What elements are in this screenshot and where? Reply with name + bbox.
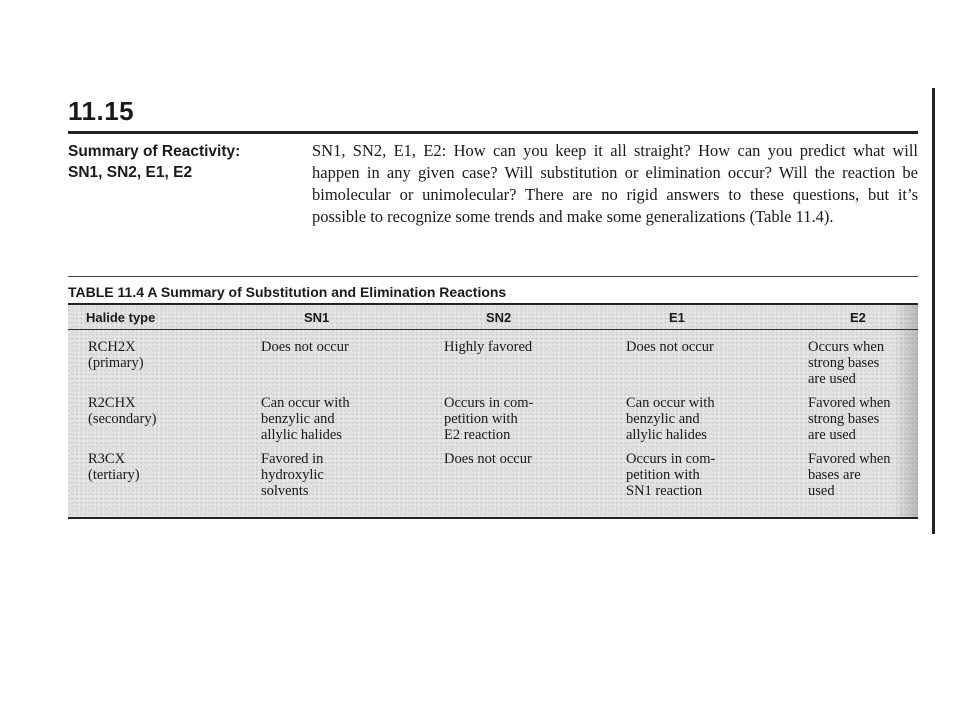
- cell-e2: Favored when strong bases are used: [808, 395, 891, 443]
- section-heading-line2: SN1, SN2, E1, E2: [68, 164, 193, 181]
- table-title: A Summary of Substitution and Elimination Reactions: [147, 284, 507, 300]
- header-halide-type: Halide type: [86, 310, 156, 325]
- cell-sn2: Highly favored: [444, 339, 533, 355]
- header-e2: E2: [850, 310, 866, 325]
- cell-sn2: Occurs in com- petition with E2 reaction: [444, 395, 534, 443]
- table-header: [68, 305, 918, 330]
- intro-paragraph: SN1, SN2, E1, E2: How can you keep it all straight? How can you predict what will happen in any given case? Will substitution or elimination occur? Will the reaction be bimolecular or unimolecular? There are no rigid answers to these questions, but it’s possible to recognize some trends and make some generalizations (Table 11.4).: [312, 141, 918, 226]
- cell-sn1: Does not occur: [261, 339, 349, 355]
- section-heading-line1: Summary of Reactivity:: [68, 143, 241, 160]
- table-label: TABLE 11.4: [68, 284, 144, 300]
- cell-halide: R3CX (tertiary): [88, 451, 140, 483]
- table-shading: [894, 305, 918, 517]
- cell-e1: Can occur with benzylic and allylic halides: [626, 395, 715, 443]
- cell-e1: Occurs in com- petition with SN1 reaction: [626, 451, 716, 499]
- top-rule: [68, 131, 918, 134]
- header-sn2: SN2: [486, 310, 512, 325]
- cell-sn2: Does not occur: [444, 451, 532, 467]
- mid-rule: [68, 276, 918, 277]
- section-number: 11.15: [68, 96, 135, 126]
- page-edge-bar: [932, 88, 935, 534]
- cell-e2: Favored when bases are used: [808, 451, 891, 499]
- cell-sn1: Can occur with benzylic and allylic halides: [261, 395, 350, 443]
- section-heading: [68, 141, 288, 183]
- cell-halide: RCH2X (primary): [88, 339, 144, 371]
- table-caption: [68, 284, 506, 300]
- header-e1: E1: [669, 310, 685, 325]
- header-sn1: SN1: [304, 310, 330, 325]
- summary-table: [68, 303, 918, 519]
- cell-e2: Occurs when strong bases are used: [808, 339, 885, 387]
- cell-halide: R2CHX (secondary): [88, 395, 157, 427]
- cell-sn1: Favored in hydroxylic solvents: [261, 451, 324, 499]
- cell-e1: Does not occur: [626, 339, 714, 355]
